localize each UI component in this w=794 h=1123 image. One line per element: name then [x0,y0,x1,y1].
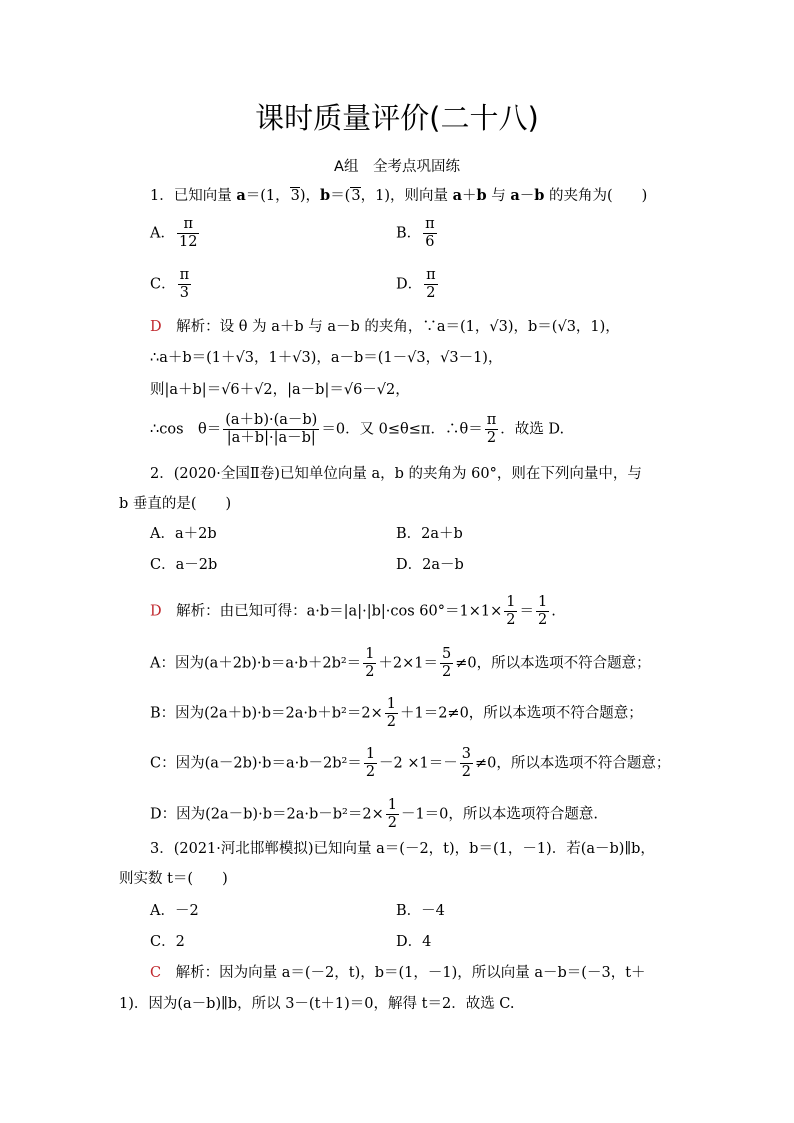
q3-solution-line2: 1)．因为(a－b)∥b，所以 3－(t＋1)＝0，解得 t＝2．故选 C. [119,996,515,1012]
q1-solution-line3: 则|a＋b|＝√6＋√2，|a－b|＝√6－√2， [150,382,410,398]
q3-option-c: C．2 [150,934,185,950]
section-heading: A组 全考点巩固练 [334,159,460,175]
q2-option-a: A．a＋2b [150,526,217,542]
q2-answer: D [150,603,162,620]
q1-option-d: D． $\frac{\pi}{2}$ [396,267,436,301]
q1-option-a: A． $\frac{\pi}{12}$ [150,216,198,250]
q1-option-b: B． $\frac{\pi}{6}$ [396,216,435,250]
q1-answer: D [150,319,162,335]
q2-solution-d: D：因为(2a－b)·b＝2a·b－b²＝2× $\frac{1}{2}$ －1＝0，所以本选项符合题意. [150,797,599,831]
q1-option-c: C． $\frac{\pi}{3}$ [150,267,190,301]
q2-option-b: B．2a＋b [396,526,463,542]
q3-answer: C [150,965,162,981]
q3-solution-line1: C 解析：因为向量 a＝(－2，t)，b＝(1，－1)，所以向量 a－b＝(－3，t＋ [150,965,646,981]
q1-solution-line1: D 解析：设 θ 为 a＋b 与 a－b 的夹角，∵a＝(1，√3)，b＝(√3，1)， [150,319,620,335]
q2-solution-b: B：因为(2a＋b)·b＝2a·b＋b²＝2× $\frac{1}{2}$ ＋1＝2≠0，所以本选项不符合题意； [150,696,643,730]
q2-stem-line2: b 垂直的是( ) [119,496,232,512]
q2-solution-a: A：因为(a＋2b)·b＝a·b＋2b²＝ $\frac{1}{2}$ ＋2×1＝ $\frac{5}{2}$ ≠0，所以本选项不符合题意； [150,646,651,680]
q3-option-b: B．－4 [396,903,445,919]
q3-option-a: A．－2 [150,903,199,919]
page-title: 课时质量评价(二十八) [255,101,539,135]
q2-option-d: D．2a－b [396,557,464,573]
q3-stem-line2: 则实数 t＝( ) [119,871,228,887]
q1-stem: 1．已知向量 a＝(1，3)，b＝(3，1)，则向量 a＋b 与 a－b 的夹角为( ) [150,187,648,204]
q2-solution-intro: D 解析：由已知可得：a·b＝|a|·|b|·cos 60°＝1×1× $\frac{1}{2}$ ＝ $\frac{1}{2}$ . [150,594,556,628]
q1-solution-line2: ∴a＋b＝(1＋√3，1＋√3)，a－b＝(1－√3，√3－1)， [150,350,503,366]
q1-solution-line4: ∴cos θ＝ $\frac{(a+b)\cdot(a-b)}{|a+b|\cdot|a-b|}$ ＝0．又 0≤θ≤π．∴θ＝ $\frac{\pi}{2}$ ．故选 D. [150,412,565,446]
q2-option-c: C．a－2b [150,557,218,573]
q3-stem-line1: 3．(2021·河北邯郸模拟)已知向量 a＝(－2，t)，b＝(1，－1)．若(a－b)∥b， [150,841,655,857]
q2-solution-c: C：因为(a－2b)·b＝a·b－2b²＝ $\frac{1}{2}$ －2 ×1＝－ $\frac{3}{2}$ ≠0，所以本选项不符合题意； [150,746,671,780]
q3-option-d: D．4 [396,934,432,950]
q2-stem-line1: 2．(2020·全国Ⅱ卷)已知单位向量 a，b 的夹角为 60°，则在下列向量中，与 [150,466,642,482]
